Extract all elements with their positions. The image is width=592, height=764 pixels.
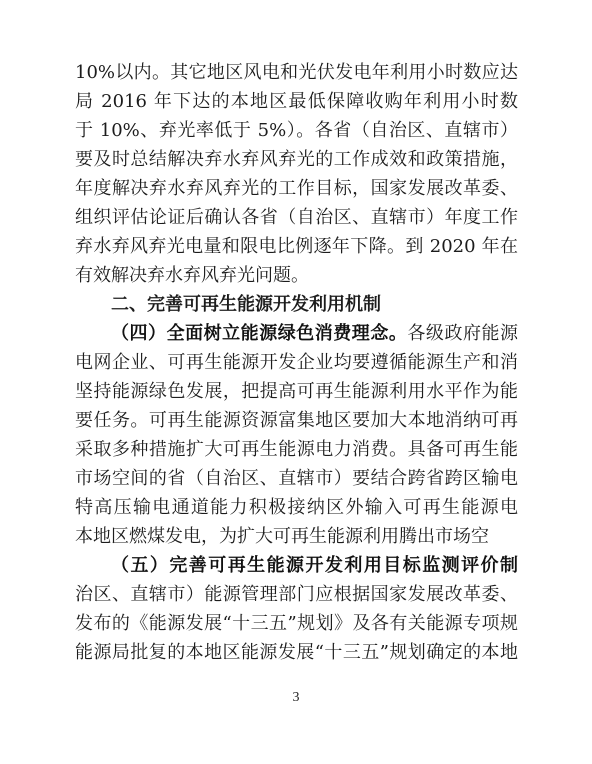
text-line: 特高压输电通道能力积极接纳区外输入可再生能源电	[75, 497, 518, 518]
text-line	[75, 319, 518, 348]
text-line: 组织评估论证后确认各省（自治区、直辖市）年度工作	[75, 207, 518, 228]
text-line: 有效解决弃水弃风弃光问题。	[75, 265, 309, 286]
text-line: 能源局批复的本地区能源发展“十三五”规划确定的本地	[75, 642, 518, 663]
text-line: 采取多种措施扩大可再生能源电力消费。具备可再生能	[75, 439, 518, 460]
text-line: 本地区燃煤发电，为扩大可再生能源利用腾出市场空	[75, 526, 489, 547]
text-line: 10%以内。其它地区风电和光伏发电年利用小时数应达	[75, 62, 518, 83]
text-line: 弃水弃风弃光电量和限电比例逐年下降。到 2020 年在	[75, 236, 518, 257]
text-line: 电网企业、可再生能源开发企业均要遵循能源生产和消	[75, 352, 518, 373]
text-line: 年度解决弃水弃风弃光的工作目标，国家发展改革委、	[75, 178, 518, 199]
text-line: 局 2016 年下达的本地区最低保障收购年利用小时数	[75, 91, 518, 112]
paragraph-item-5	[75, 551, 518, 667]
section-heading: 二、完善可再生能源开发利用机制	[111, 294, 381, 315]
text-line: 于 10%、弃光率低于 5%）。各省（自治区、直辖市）	[75, 120, 518, 141]
paragraph-item-4	[75, 319, 518, 551]
text-line: 坚持能源绿色发展，把提高可再生能源利用水平作为能	[75, 381, 518, 402]
paragraph-section1-tail	[75, 58, 518, 290]
item-lead: （五）完善可再生能源开发利用目标监测评价制	[111, 555, 518, 576]
text-line: 发布的《能源发展“十三五”规划》及各有关能源专项规	[75, 613, 518, 634]
text-line: 要任务。可再生能源资源富集地区要加大本地消纳可再	[75, 410, 518, 431]
text-line	[75, 551, 518, 580]
text-line: 市场空间的省（自治区、直辖市）要结合跨省跨区输电	[75, 468, 518, 489]
item-lead: （四）全面树立能源绿色消费理念。	[111, 323, 408, 344]
text-line: 治区、直辖市）能源管理部门应根据国家发展改革委、	[75, 584, 518, 605]
document-body	[75, 58, 518, 667]
text-line: 要及时总结解决弃水弃风弃光的工作成效和政策措施，	[75, 149, 518, 170]
page-number: 3	[292, 690, 300, 705]
text-span: 各级政府能源	[407, 323, 518, 344]
